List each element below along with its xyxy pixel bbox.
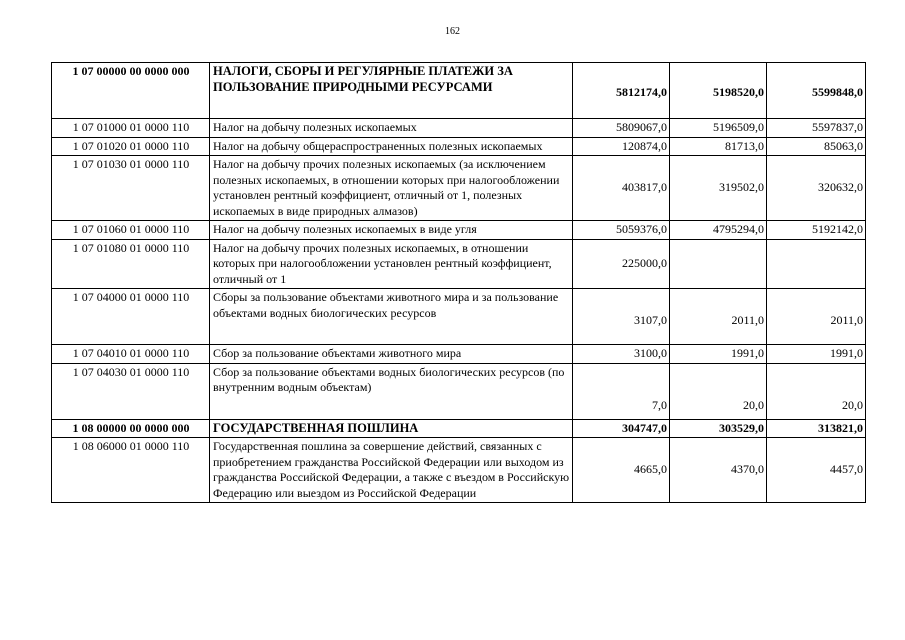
row-name: ГОСУДАРСТВЕННАЯ ПОШЛИНА bbox=[210, 419, 573, 438]
row-code: 1 08 00000 00 0000 000 bbox=[52, 419, 210, 438]
row-name: Сбор за пользование объектами животного мира bbox=[210, 345, 573, 364]
row-code: 1 07 04010 01 0000 110 bbox=[52, 345, 210, 364]
row-value-1: 304747,0 bbox=[573, 419, 670, 438]
row-value-1: 225000,0 bbox=[573, 239, 670, 289]
row-name: Государственная пошлина за совершение действий, связанных с приобретением гражданства Российской Федерации или выходом из гражданства Российской Федерации, а также с въездом в Российскую Федерацию или выездом из Российской Федерации bbox=[210, 438, 573, 503]
table-row bbox=[52, 221, 866, 240]
row-value-3 bbox=[767, 239, 866, 289]
table-row bbox=[52, 419, 866, 438]
row-value-3: 5599848,0 bbox=[767, 63, 866, 119]
row-value-1: 4665,0 bbox=[573, 438, 670, 503]
row-code: 1 07 04030 01 0000 110 bbox=[52, 363, 210, 419]
row-value-3: 1991,0 bbox=[767, 345, 866, 364]
row-value-2: 81713,0 bbox=[670, 137, 767, 156]
row-code: 1 07 00000 00 0000 000 bbox=[52, 63, 210, 119]
row-value-2: 4370,0 bbox=[670, 438, 767, 503]
row-value-2: 5198520,0 bbox=[670, 63, 767, 119]
table-row bbox=[52, 137, 866, 156]
table-row bbox=[52, 438, 866, 503]
row-name: Налог на добычу полезных ископаемых в виде угля bbox=[210, 221, 573, 240]
row-name: Сборы за пользование объектами животного мира и за пользование объектами водных биологических ресурсов bbox=[210, 289, 573, 345]
row-value-3: 2011,0 bbox=[767, 289, 866, 345]
row-name: Налог на добычу прочих полезных ископаемых (за исключением полезных ископаемых, в отношении которых при налогообложении установлен рентный коэффициент, отличный от 1, полезных ископаемых в виде природных алмазов) bbox=[210, 156, 573, 221]
row-name: Сбор за пользование объектами водных биологических ресурсов (по внутренним водным объектам) bbox=[210, 363, 573, 419]
row-value-2: 2011,0 bbox=[670, 289, 767, 345]
row-value-1: 403817,0 bbox=[573, 156, 670, 221]
row-value-3: 85063,0 bbox=[767, 137, 866, 156]
row-value-1: 3107,0 bbox=[573, 289, 670, 345]
table-row bbox=[52, 289, 866, 345]
row-value-3: 320632,0 bbox=[767, 156, 866, 221]
row-value-2: 5196509,0 bbox=[670, 119, 767, 138]
table-row bbox=[52, 239, 866, 289]
row-name: Налог на добычу прочих полезных ископаемых, в отношении которых при налогообложении установлен рентный коэффициент, отличный от 1 bbox=[210, 239, 573, 289]
table-row bbox=[52, 363, 866, 419]
row-code: 1 07 01060 01 0000 110 bbox=[52, 221, 210, 240]
row-value-2: 20,0 bbox=[670, 363, 767, 419]
row-value-3: 313821,0 bbox=[767, 419, 866, 438]
row-name: НАЛОГИ, СБОРЫ И РЕГУЛЯРНЫЕ ПЛАТЕЖИ ЗА ПОЛЬЗОВАНИЕ ПРИРОДНЫМИ РЕСУРСАМИ bbox=[210, 63, 573, 119]
row-code: 1 07 04000 01 0000 110 bbox=[52, 289, 210, 345]
budget-revenue-table bbox=[51, 62, 866, 503]
table-row bbox=[52, 119, 866, 138]
row-value-1: 7,0 bbox=[573, 363, 670, 419]
row-code: 1 07 01000 01 0000 110 bbox=[52, 119, 210, 138]
row-name: Налог на добычу полезных ископаемых bbox=[210, 119, 573, 138]
row-code: 1 08 06000 01 0000 110 bbox=[52, 438, 210, 503]
table-row bbox=[52, 156, 866, 221]
row-value-1: 3100,0 bbox=[573, 345, 670, 364]
row-name: Налог на добычу общераспространенных полезных ископаемых bbox=[210, 137, 573, 156]
table-row bbox=[52, 345, 866, 364]
row-value-2 bbox=[670, 239, 767, 289]
row-value-3: 20,0 bbox=[767, 363, 866, 419]
row-value-2: 1991,0 bbox=[670, 345, 767, 364]
row-value-3: 5597837,0 bbox=[767, 119, 866, 138]
table-row bbox=[52, 63, 866, 119]
row-value-1: 120874,0 bbox=[573, 137, 670, 156]
row-code: 1 07 01030 01 0000 110 bbox=[52, 156, 210, 221]
row-value-2: 303529,0 bbox=[670, 419, 767, 438]
row-code: 1 07 01080 01 0000 110 bbox=[52, 239, 210, 289]
row-value-2: 4795294,0 bbox=[670, 221, 767, 240]
page-number: 162 bbox=[445, 26, 460, 37]
row-value-1: 5809067,0 bbox=[573, 119, 670, 138]
row-value-1: 5059376,0 bbox=[573, 221, 670, 240]
row-code: 1 07 01020 01 0000 110 bbox=[52, 137, 210, 156]
row-value-1: 5812174,0 bbox=[573, 63, 670, 119]
row-value-3: 4457,0 bbox=[767, 438, 866, 503]
row-value-2: 319502,0 bbox=[670, 156, 767, 221]
row-value-3: 5192142,0 bbox=[767, 221, 866, 240]
